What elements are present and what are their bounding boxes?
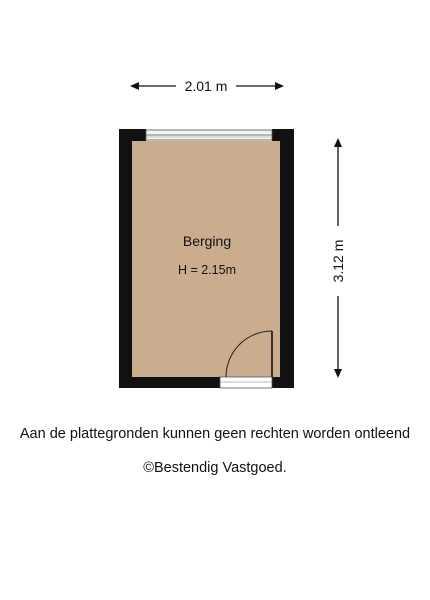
door-threshold xyxy=(220,377,272,388)
wall-left xyxy=(119,129,132,388)
width-arrow-head-left xyxy=(130,82,139,90)
wall-top-left xyxy=(119,129,146,141)
depth-arrow-head-top xyxy=(334,138,342,147)
window-top xyxy=(146,130,272,140)
depth-dimension xyxy=(330,138,346,378)
room-floor xyxy=(132,141,280,377)
room-height: H = 2.15m xyxy=(177,263,237,277)
depth-arrow-head-bottom xyxy=(334,369,342,378)
room-name: Berging xyxy=(182,233,232,249)
width-dimension xyxy=(130,78,284,94)
depth-label: 3.12 m xyxy=(330,239,346,283)
wall-bottom-right xyxy=(272,377,294,388)
copyright-text: ©Bestendig Vastgoed. xyxy=(143,460,287,476)
width-label: 2.01 m xyxy=(184,78,228,94)
wall-top-right xyxy=(272,129,294,141)
wall-bottom-left xyxy=(119,377,220,388)
wall-right xyxy=(280,129,294,388)
disclaimer-text: Aan de plattegronden kunnen geen rechten worden ontleend xyxy=(19,426,411,442)
width-arrow-head-right xyxy=(275,82,284,90)
